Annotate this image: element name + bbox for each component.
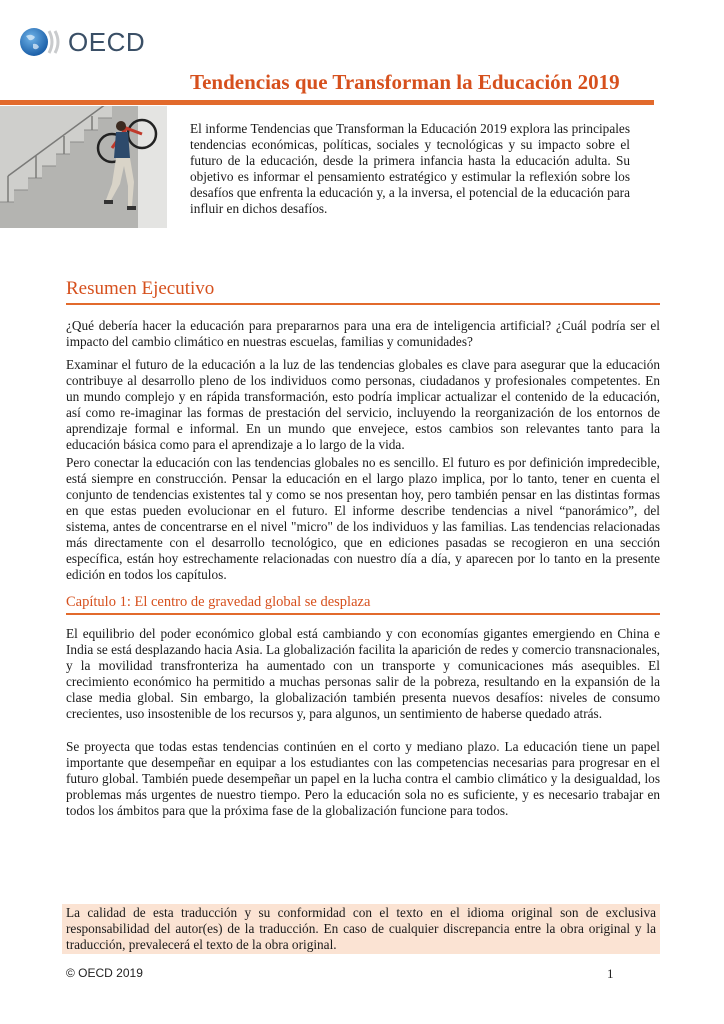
summary-paragraph-3: Pero conectar la educación con las tendencias globales no es sencillo. El futuro es por definición impredecible, está siempre en construcción. Pensar la educación en el largo plazo implica, por lo tanto, tener en cuenta el conjunto de tendencias existentes tal y como se nos presentan hoy, pero también pensar en las distintas formas en que estas pueden evolucionar en el futuro. El informe describe tendencias a nivel “panorámico”, del sistema, antes de concentrarse en el nivel "micro" de los individuos y las familias. Las tendencias relacionadas más directamente con el desarrollo tecnológico, que en ediciones pasadas se recogieron en una sección específica, están hoy estrechamente relacionadas con nuestro día a día, y aparecen por lo tanto en la presente edición en todos los capítulos.: [66, 455, 660, 582]
page-title: Tendencias que Transforman la Educación 2019: [190, 70, 620, 94]
summary-paragraph-1: ¿Qué debería hacer la educación para prepararnos para una era de inteligencia artificial? ¿Cuál podría ser el impacto del cambio climático en nuestras escuelas, familias y comunidades?: [66, 318, 660, 349]
summary-paragraph-2: Examinar el futuro de la educación a la luz de las tendencias globales es clave para asegurar que la educación contribuye al desarrollo pleno de los individuos como personas, ciudadanos y profesionales competentes. En un mundo complejo y en rápida transformación, esto podría implicar actualizar el contenido de la educación, así como re-imaginar las formas de prestación del servicio, incluyendo la reorganización de los entornos de aprendizaje formal e informal. En un mundo que envejece, estos cambios son relevantes tanto para la educación básica como para el aprendizaje a lo largo de la vida.: [66, 357, 660, 452]
chapter-divider: [66, 613, 660, 615]
cyclist-stairs-image: [0, 106, 167, 228]
translation-disclaimer: La calidad de esta traducción y su conformidad con el texto en el idioma original son de exclusiva responsabilidad del autor(es) de la traducción. En caso de cualquier discrepancia entre la obra original y la traducción, prevalecerá el texto de la obra original.: [62, 904, 660, 954]
chapter1-paragraph-1: El equilibrio del poder económico global está cambiando y con economías gigantes emergiendo en China e India se está desplazando hacia Asia. La globalización facilita la aparición de redes y comercio transnacionales, y la movilidad transfronteriza ha aumentado con un transporte y comunicaciones más asequibles. El crecimiento económico ha permitido a muchas personas salir de la pobreza, resultando en la expansión de la clase media global. Sin embargo, la globalización también presenta nuevos desafíos: niveles de consumo crecientes, uso insostenible de los recursos y, para algunos, un sentimiento de haberse quedado atrás.: [66, 626, 660, 721]
oecd-logo: [18, 26, 145, 58]
chapter1-paragraph-2: Se proyecta que todas estas tendencias continúen en el corto y mediano plazo. La educación tiene un papel importante que desempeñar en equipar a los estudiantes con las competencias necesarias para progresar en el futuro global. También puede desempeñar un papel en la lucha contra el cambio climático y la desigualdad, los problemas más urgentes de nuestro tiempo. Pero la educación sola no es suficiente, y es necesario trabajar en todos los ámbitos para que la próxima fase de la globalización funcione para todos.: [66, 739, 660, 818]
title-divider: [0, 100, 654, 105]
section-heading-summary: Resumen Ejecutivo: [66, 278, 215, 299]
section-divider: [66, 303, 660, 305]
page-number: 1: [607, 966, 614, 981]
globe-icon: [18, 26, 64, 58]
chapter-heading-1: Capítulo 1: El centro de gravedad global se desplaza: [66, 594, 371, 610]
logo-wordmark: OECD: [68, 26, 146, 57]
copyright: © OECD 2019: [66, 966, 143, 980]
intro-paragraph: El informe Tendencias que Transforman la Educación 2019 explora las principales tendencias económicas, políticas, sociales y tecnológicas y su impacto sobre el futuro de la educación, desde la primera infancia hasta la educación adulta. Su objetivo es informar el pensamiento estratégico y estimular la reflexión sobre los desafíos que enfrenta la educación y, a la inversa, el potencial de la educación para influir en dichos desafíos.: [190, 121, 630, 216]
cover-photo: [0, 106, 167, 228]
